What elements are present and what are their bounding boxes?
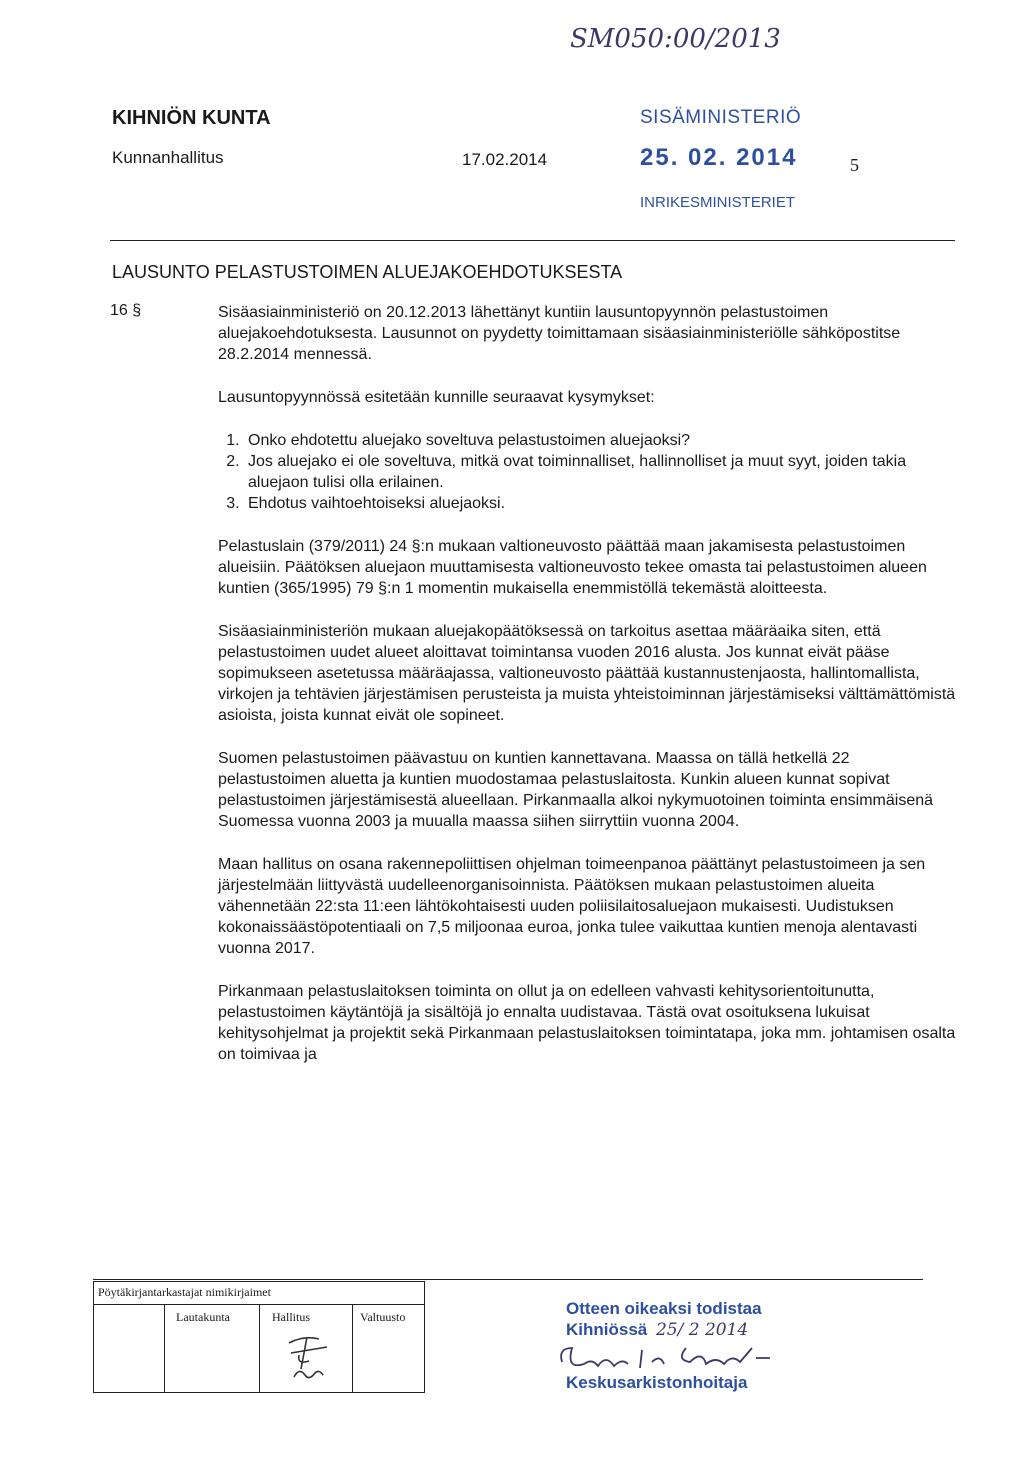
paragraph-government: Maan hallitus on osana rakennepoliittisen ohjelman toimeenpanoa päättänyt pelastustoimeen ja sen järjestelmään liittyvästä uudelleenorganisoinnista. Päätöksen mukaan pelastustoimen alueita vähennetään 22:sta 11:een lähtökohtaisesti uuden poliisilaitosaluejaon mukaisesti. Uudistuksen kokonaissäästöpotentiaali on 7,5 miljoonaa euroa, jonka tulee vaikuttaa kuntien menoja alentavasti vuonna 2017.: [218, 856, 926, 957]
copy-certification-date: 25/ 2 2014: [655, 1320, 749, 1340]
signature-column-divider: [352, 1305, 353, 1393]
paragraph-questions-intro: Lausuntopyynnössä esitetään kunnille seuraavat kysymykset:: [218, 389, 655, 406]
meeting-date: 17.02.2014: [462, 150, 548, 169]
copy-certification-place: Kihniössä: [566, 1320, 648, 1339]
document-heading: LAUSUNTO PELASTUSTOIMEN ALUEJAKOEHDOTUKSESTA: [112, 262, 623, 282]
signature-table-title: Pöytäkirjantarkastajat nimikirjaimet: [98, 1285, 271, 1299]
questions-list: [218, 430, 958, 514]
received-stamp-ministry-swedish: INRIKESMINISTERIET: [640, 194, 796, 211]
received-stamp-date: 25. 02. 2014: [640, 144, 798, 171]
page-number: 5: [850, 155, 859, 175]
question-item: 2. Jos aluejako ei ole soveltuva, mitkä ovat toiminnalliset, hallinnolliset ja muut syyt, joiden takia aluejaon tulisi olla erilainen.: [244, 451, 958, 493]
signature-table: [93, 1281, 425, 1393]
signature-table-row: [94, 1304, 424, 1393]
section-number: 16 §: [110, 302, 142, 319]
signature-col-hallitus: Hallitus: [272, 1310, 310, 1324]
signature-col-valtuusto: Valtuusto: [360, 1310, 406, 1324]
paragraph-responsibility: Suomen pelastustoimen päävastuu on kuntien kannettavana. Maassa on tällä hetkellä 22 pelastustoimen aluetta ja kuntien muodostamaa pelastuslaitosta. Kunkin alueen kunnat sopivat pelastustoimen järjestämisestä alueellaan. Pirkanmaalla alkoi nykymuotoinen toiminta ensimmäisenä Suomessa vuonna 2003 ja muualla maassa siihen siirryttiin vuonna 2004.: [218, 750, 934, 830]
document-body: [218, 302, 958, 1087]
initials-signature: [269, 1325, 349, 1390]
paragraph-pirkanmaa: Pirkanmaan pelastuslaitoksen toiminta on ollut ja on edelleen vahvasti kehitysorientoitunutta, pelastustoimen käytäntöjä ja sisältöjä jo ennalta uudistavaa. Tästä ovat osoituksena lukuisat kehitysohjelmat ja projektit sekä Pirkanmaan pelastuslaitoksen toimintatapa, joka mm. johtamisen osalta on toimivaa ja: [218, 983, 956, 1063]
paragraph-law: Pelastuslain (379/2011) 24 §:n mukaan valtioneuvosto päättää maan jakamisesta pelastustoimen alueisiin. Päätöksen aluejaon muuttamisesta valtioneuvosto tekee omasta tai pelastustoimen alueen kuntien (365/1995) 79 §:n 1 momentin mukaisella enemmistöllä tekemästä aloitteesta.: [218, 538, 927, 597]
archivist-signature: [556, 1340, 786, 1376]
received-stamp-ministry: SISÄMINISTERIÖ: [640, 107, 802, 128]
organization-name: KIHNIÖN KUNTA: [112, 107, 271, 129]
signature-column-divider: [259, 1305, 260, 1393]
copy-certification-title: Otteen oikeaksi todistaa: [566, 1299, 762, 1318]
paragraph-deadline: Sisäasiainministeriön mukaan aluejakopäätöksessä on tarkoitus asettaa määräaika siten, että pelastustoimen uudet alueet aloittavat toimintansa vuoden 2016 alusta. Jos kunnat eivät pääse sopimukseen asetetussa määräajassa, valtioneuvosto päättää kustannustenjaosta, hallintomallista, virkojen ja tehtävien järjestämisen perusteista ja muista yhteistoiminnan järjestämiseksi välttämättömistä asioista, joista kunnat eivät ole sopineet.: [218, 623, 956, 724]
copy-certification-role: Keskusarkistonhoitaja: [566, 1373, 748, 1392]
handwritten-reference: SM050:00/2013: [570, 24, 781, 54]
question-item: 3. Ehdotus vaihtoehtoiseksi aluejaoksi.: [244, 493, 958, 514]
footer-divider: [93, 1279, 923, 1280]
signature-column-divider: [164, 1305, 165, 1393]
header-divider: [110, 240, 955, 241]
signature-col-lautakunta: Lautakunta: [176, 1310, 230, 1324]
question-item: 1. Onko ehdotettu aluejako soveltuva pelastustoimen aluejaoksi?: [244, 430, 958, 451]
paragraph-request: Sisäasiainministeriö on 20.12.2013 lähettänyt kuntiin lausuntopyynnön pelastustoimen aluejakoehdotuksesta. Lausunnot on pyydetty toimittamaan sisäasiainministeriölle sähköpostitse 28.2.2014 mennessä.: [218, 304, 901, 363]
copy-certification-place-date: [566, 1320, 748, 1340]
department-name: Kunnanhallitus: [112, 148, 224, 167]
